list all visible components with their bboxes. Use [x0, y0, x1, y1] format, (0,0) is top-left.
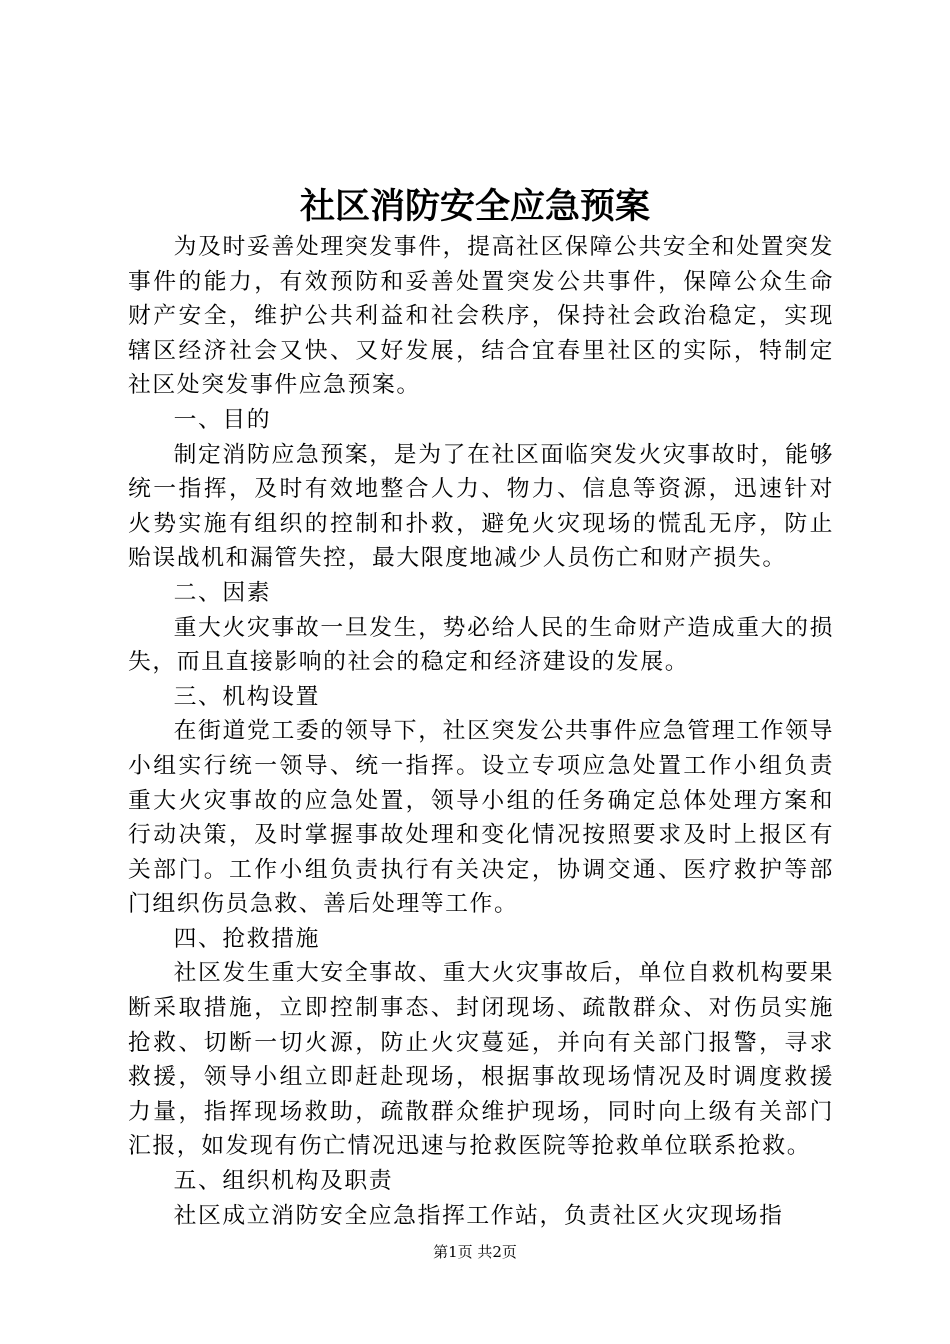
paragraph-intro: 为及时妥善处理突发事件，提高社区保障公共安全和处置突发事件的能力，有效预防和妥善处置突发公共事件，保障公众生命财产安全，维护公共利益和社会秩序，保持社会政治稳定，实现辖区经济社会又快、又好发展，结合宜春里社区的实际，特制定社区处突发事件应急预案。 — [128, 234, 834, 399]
paragraph-purpose: 制定消防应急预案，是为了在社区面临突发火灾事故时，能够统一指挥，及时有效地整合人力、物力、信息等资源，迅速针对火势实施有组织的控制和扑救，避免火灾现场的慌乱无序，防止贻误战机和漏管失控，最大限度地减少人员伤亡和财产损失。 — [128, 441, 834, 572]
page-footer: 第1页 共2页 — [433, 1243, 517, 1261]
paragraph-factors: 重大火灾事故一旦发生，势必给人民的生命财产造成重大的损失，而且直接影响的社会的稳定和经济建设的发展。 — [128, 614, 834, 676]
section-heading-purpose: 一、目的 — [173, 406, 272, 433]
document-body — [128, 230, 834, 1233]
document-title: 社区消防安全应急预案 — [299, 186, 650, 227]
section-heading-responsibilities: 五、组织机构及职责 — [173, 1168, 394, 1195]
section-heading-rescue: 四、抢救措施 — [173, 925, 320, 952]
paragraph-responsibilities: 社区成立消防安全应急指挥工作站，负责社区火灾现场指 — [173, 1202, 784, 1229]
paragraph-rescue: 社区发生重大安全事故、重大火灾事故后，单位自救机构要果断采取措施，立即控制事态、封闭现场、疏散群众、对伤员实施抢救、切断一切火源，防止火灾蔓延，并向有关部门报警，寻求救援，领导小组立即赶赴现场，根据事故现场情况及时调度救援力量，指挥现场救助，疏散群众维护现场，同时向上级有关部门汇报，如发现有伤亡情况迅速与抢救医院等抢救单位联系抢救。 — [128, 960, 834, 1160]
section-heading-organization: 三、机构设置 — [173, 683, 320, 710]
section-heading-factors: 二、因素 — [173, 579, 272, 606]
paragraph-organization: 在街道党工委的领导下，社区突发公共事件应急管理工作领导小组实行统一领导、统一指挥。设立专项应急处置工作小组负责重大火灾事故的应急处置，领导小组的任务确定总体处理方案和行动决策，及时掌握事故处理和变化情况按照要求及时上报区有关部门。工作小组负责执行有关决定，协调交通、医疗救护等部门组织伤员急救、善后处理等工作。 — [128, 718, 834, 918]
